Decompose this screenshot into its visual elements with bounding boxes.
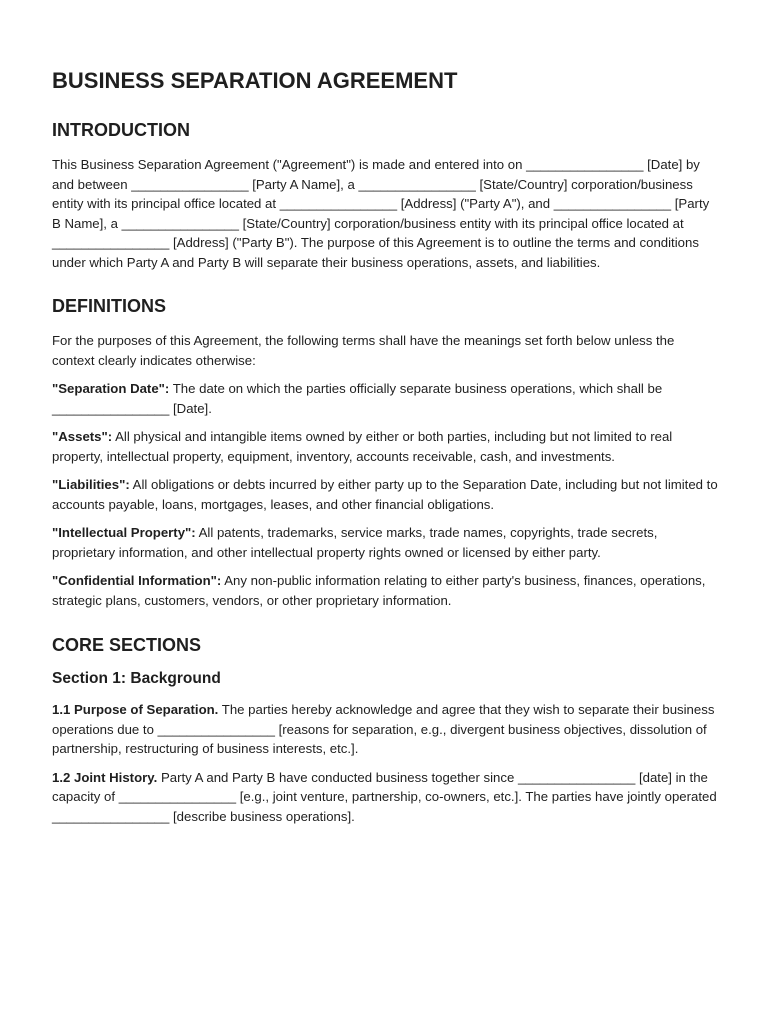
core-sections-heading: CORE SECTIONS [52,635,202,655]
document-title: BUSINESS SEPARATION AGREEMENT [52,68,458,93]
definition-assets [52,427,718,466]
clause-text: Party A and Party B have conducted business together since ________________ [date] in the capacity of ________________ [e.g., joint venture, partnership, co-owners, etc.]. The parties have jointly operated ________________ [describe business operations]. [52,769,717,824]
definition-text: All patents, trademarks, service marks, trade names, copyrights, trade secrets, proprietary information, and other intellectual property rights owned or licensed by either party. [52,525,658,560]
definition-term: "Liabilities": [52,477,130,492]
definition-text: All physical and intangible items owned by either or both parties, including but not limited to real property, intellectual property, equipment, inventory, accounts receivable, cash, and investments. [52,429,673,464]
definition-term: "Intellectual Property": [52,525,196,540]
definition-text: Any non-public information relating to either party's business, finances, operations, strategic plans, customers, vendors, or other proprietary information. [52,573,706,608]
definitions-heading: DEFINITIONS [52,296,167,316]
definition-text: The date on which the parties officially separate business operations, which shall be ________________ [Date]. [52,381,663,416]
definition-confidential-information [52,571,718,610]
definition-term: "Confidential Information": [52,573,222,588]
definition-intellectual-property [52,523,718,562]
definitions-intro: For the purposes of this Agreement, the following terms shall have the meanings set forth below unless the context clearly indicates otherwise: [52,333,675,368]
clause-term: 1.2 Joint History. [52,769,158,785]
definition-liabilities [52,475,718,514]
introduction-heading: INTRODUCTION [52,120,190,140]
definition-text: All obligations or debts incurred by either party up to the Separation Date, including but not limited to accounts payable, loans, mortgages, leases, and other financial obligations. [52,477,718,512]
definition-term: "Assets": [52,429,113,444]
clause-1-2 [52,768,718,827]
introduction-paragraph: This Business Separation Agreement ("Agreement") is made and entered into on ________________ [Date] by and between ________________ [Party A Name], a ________________ [State/Country] corporation/business entity with its principal office located at ________________ [Address] ("Party A"), and ________________ [Party B Name], a ________________ [State/Country] corporation/business entity with its principal office located at ________________ [Address] ("Party B"). The purpose of this Agreement is to outline the terms and conditions under which Party A and Party B will separate their business operations, assets, and liabilities. [52,157,710,270]
clause-text: The parties hereby acknowledge and agree that they wish to separate their business operations due to ________________ [reasons for separation, e.g., divergent business objectives, dissolution of partnership, restructuring of business interests, etc.]. [52,702,715,756]
clause-1-1 [52,700,718,759]
definition-separation-date [52,379,718,418]
clause-term: 1.1 Purpose of Separation. [52,702,219,717]
definition-term: "Separation Date": [52,381,170,396]
section-1-heading: Section 1: Background [52,670,221,687]
